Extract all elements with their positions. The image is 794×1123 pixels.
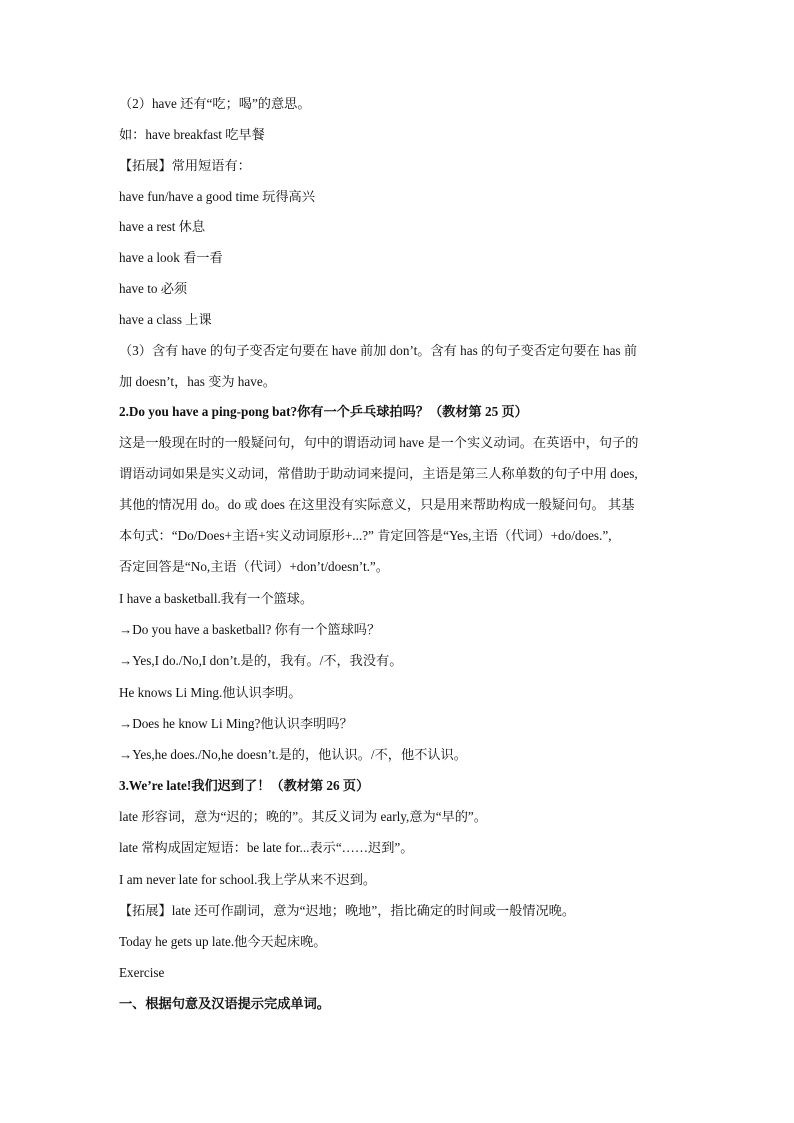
example-line: →Do you have a basketball? 你有一个篮球吗？ xyxy=(119,622,381,637)
text-line: 这是一般现在时的一般疑问句，句中的谓语动词 have 是一个实义动词。在英语中，句子的 xyxy=(119,435,639,450)
text-line: have a class 上课 xyxy=(119,312,212,327)
text-line: （2）have 还有“吃；喝”的意思。 xyxy=(119,96,311,111)
text-line: （3）含有 have 的句子变否定句要在 have 前加 don’t。含有 has 的句子变否定句要在 has 前 xyxy=(119,343,638,358)
section-heading: 3.We’re late!我们迟到了！（教材第 26 页） xyxy=(119,778,370,793)
text-line: have a rest 休息 xyxy=(119,219,206,234)
example-line: →Yes,I do./No,I don’t.是的，我有。/不，我没有。 xyxy=(119,653,403,668)
text-line: late 常构成固定短语：be late for...表示“……迟到”。 xyxy=(119,840,414,855)
text-line: 【拓展】常用短语有： xyxy=(119,158,251,173)
text-line: have fun/have a good time 玩得高兴 xyxy=(119,189,315,204)
example-line: Today he gets up late.他今天起床晚。 xyxy=(119,934,327,949)
text-line: 【拓展】late 还可作副词，意为“迟地；晚地”，指比确定的时间或一般情况晚。 xyxy=(119,903,576,918)
text-line: 其他的情况用 do。do 或 does 在这里没有实际意义，只是用来帮助构成一般疑问句。 其基 xyxy=(119,497,635,512)
text-line: 本句式：“Do/Does+主语+实义动词原形+...?” 肯定回答是“Yes,主语（代词）+do/does.”, xyxy=(119,528,612,543)
text-line: 否定回答是“No,主语（代词）+don’t/doesn’t.”。 xyxy=(119,559,389,574)
example-line: I have a basketball.我有一个篮球。 xyxy=(119,591,314,606)
example-line: →Yes,he does./No,he doesn’t.是的，他认识。/不，他不认识。 xyxy=(119,747,467,762)
section-heading: 2.Do you have a ping-pong bat?你有一个乒乓球拍吗？（教材第 25 页） xyxy=(119,404,528,419)
example-line: I am never late for school.我上学从来不迟到。 xyxy=(119,872,377,887)
text-line: have a look 看一看 xyxy=(119,250,223,265)
exercise-label: Exercise xyxy=(119,965,165,980)
text-line: 如：have breakfast 吃早餐 xyxy=(119,127,265,142)
exercise-heading: 一、根据句意及汉语提示完成单词。 xyxy=(119,996,330,1011)
text-line: have to 必须 xyxy=(119,281,188,296)
text-line: 谓语动词如果是实义动词，常借助于助动词来提问，主语是第三人称单数的句子中用 does, xyxy=(119,466,638,481)
text-line: late 形容词，意为“迟的；晚的”。其反义词为 early,意为“早的”。 xyxy=(119,809,487,824)
text-line: 加 doesn’t，has 变为 have。 xyxy=(119,374,276,389)
example-line: →Does he know Li Ming?他认识李明吗？ xyxy=(119,716,353,731)
example-line: He knows Li Ming.他认识李明。 xyxy=(119,685,302,700)
